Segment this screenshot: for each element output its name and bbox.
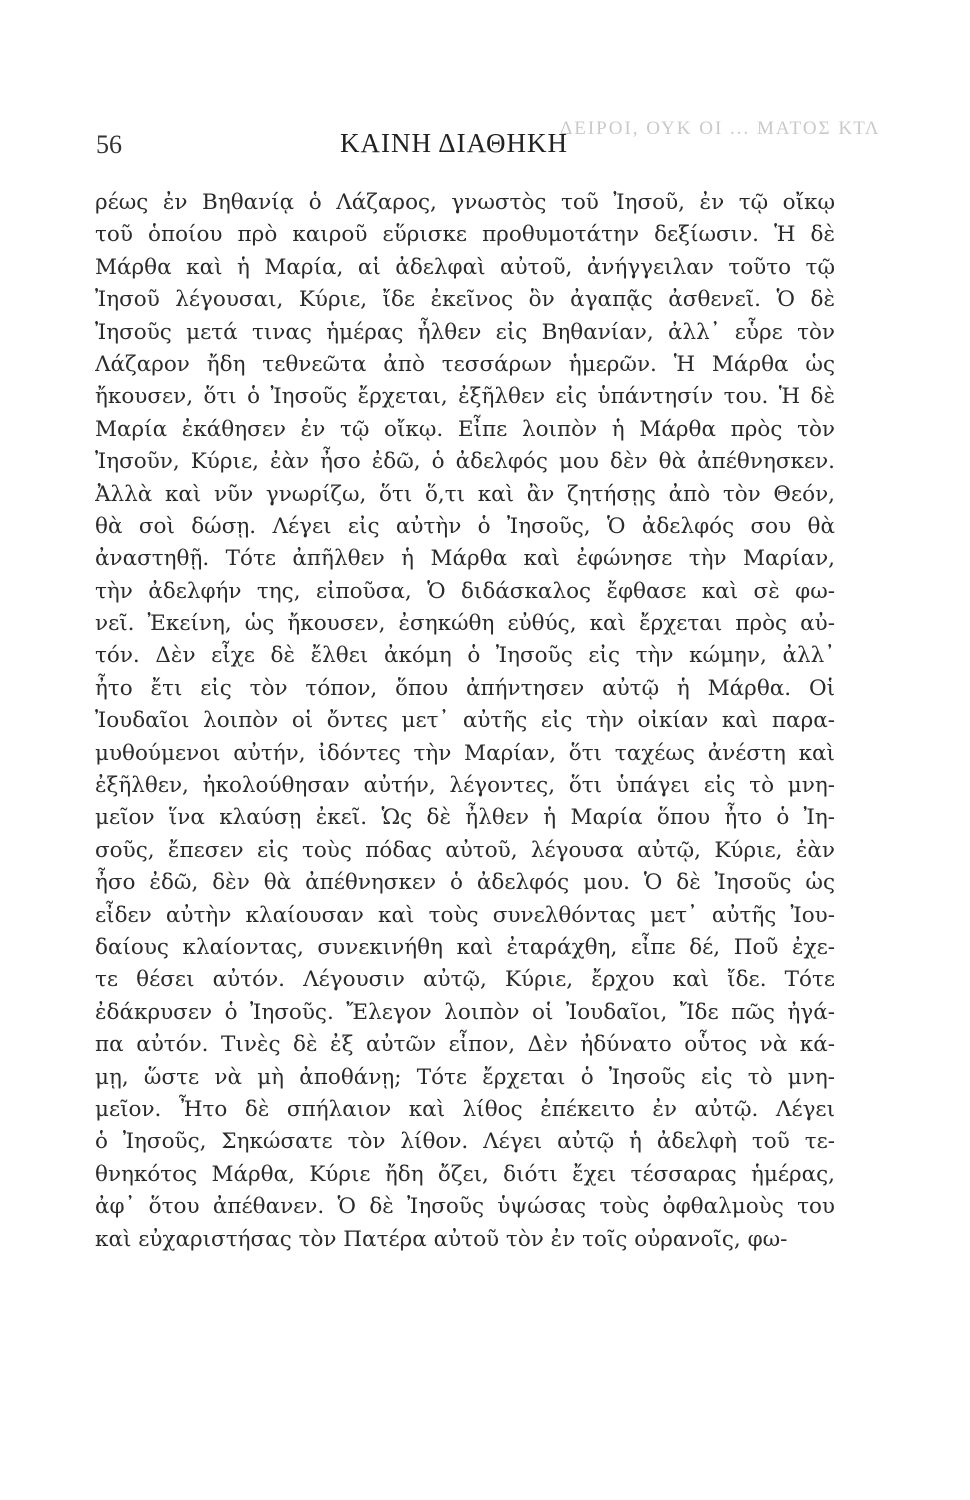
text-line: θνηκότος Μάρθα, Κύριε ἤδη ὄζει, διότι ἔχει τέσσαρας ἡμέρας, — [95, 1161, 835, 1187]
bleed-through-text: ΔΕΙΡΟΙ, ΟΥΚ ΟΙ ... ΜΑΤΟΣ ΚΤΛ — [560, 118, 881, 139]
running-head: ΚΑΙΝΗ ΔΙΑΘΗΚΗ — [340, 128, 568, 158]
text-line: τε θέσει αὐτόν. Λέγουσιν αὐτῷ, Κύριε, ἔρχου καὶ ἴδε. Τότε — [95, 967, 835, 993]
text-line: ἀναστηθῇ. Τότε ἀπῆλθεν ἡ Μάρθα καὶ ἐφώνησε τὴν Μαρίαν, — [95, 546, 835, 572]
text-line: Λάζαρον ἤδη τεθνεῶτα ἀπὸ τεσσάρων ἡμερῶν. Ἡ Μάρθα ὡς — [95, 351, 835, 377]
text-line: Ἀλλὰ καὶ νῦν γνωρίζω, ὅτι ὅ,τι καὶ ἂν ζητήσῃς ἀπὸ τὸν Θεόν, — [95, 481, 835, 507]
text-line: ἐξῆλθεν, ἠκολούθησαν αὐτήν, λέγοντες, ὅτι ὑπάγει εἰς τὸ μνη- — [95, 773, 835, 799]
text-line: μεῖον. Ἦτο δὲ σπήλαιον καὶ λίθος ἐπέκειτο ἐν αὐτῷ. Λέγει — [95, 1096, 835, 1122]
page-number: 56 — [96, 130, 122, 159]
text-line: Μαρία ἐκάθησεν ἐν τῷ οἴκῳ. Εἶπε λοιπὸν ἡ Μάρθα πρὸς τὸν — [95, 416, 835, 442]
text-line: ἦσο ἐδῶ, δὲν θὰ ἀπέθνησκεν ὁ ἀδελφός μου. Ὁ δὲ Ἰησοῦς ὡς — [95, 870, 835, 896]
text-line: σοῦς, ἔπεσεν εἰς τοὺς πόδας αὐτοῦ, λέγουσα αὐτῷ, Κύριε, ἐὰν — [95, 837, 835, 863]
text-line: τὴν ἀδελφήν της, εἰποῦσα, Ὁ διδάσκαλος ἔφθασε καὶ σὲ φω- — [95, 578, 835, 604]
text-line: θὰ σοὶ δώσῃ. Λέγει εἰς αὐτὴν ὁ Ἰησοῦς, Ὁ ἀδελφός σου θὰ — [95, 513, 835, 539]
text-line: ὁ Ἰησοῦς, Σηκώσατε τὸν λίθον. Λέγει αὐτῷ ἡ ἀδελφὴ τοῦ τε- — [95, 1129, 835, 1155]
text-line: Μάρθα καὶ ἡ Μαρία, αἱ ἀδελφαὶ αὐτοῦ, ἀνήγγειλαν τοῦτο τῷ — [95, 254, 835, 280]
text-line: ἀφ᾽ ὅτου ἀπέθανεν. Ὁ δὲ Ἰησοῦς ὑψώσας τοὺς ὀφθαλμοὺς του — [95, 1194, 835, 1220]
text-line: τόν. Δὲν εἶχε δὲ ἔλθει ἀκόμη ὁ Ἰησοῦς εἰς τὴν κώμην, ἀλλ᾽ — [95, 643, 835, 669]
text-line: Ἰησοῦ λέγουσαι, Κύριε, ἴδε ἐκεῖνος ὃν ἀγαπᾷς ἀσθενεῖ. Ὁ δὲ — [95, 287, 835, 313]
text-line: εἶδεν αὐτὴν κλαίουσαν καὶ τοὺς συνελθόντας μετ᾽ αὐτῆς Ἰου- — [95, 902, 835, 928]
text-line: δαίους κλαίοντας, συνεκινήθη καὶ ἐταράχθη, εἶπε δέ, Ποῦ ἐχε- — [95, 934, 835, 960]
text-line: ρέως ἐν Βηθανίᾳ ὁ Λάζαρος, γνωστὸς τοῦ Ἰησοῦ, ἐν τῷ οἴκῳ — [95, 190, 835, 215]
text-line: ἦτο ἔτι εἰς τὸν τόπον, ὅπου ἀπήντησεν αὐτῷ ἡ Μάρθα. Οἱ — [95, 675, 835, 701]
text-line: Ἰουδαῖοι λοιπὸν οἱ ὄντες μετ᾽ αὐτῆς εἰς τὴν οἰκίαν καὶ παρα- — [95, 708, 835, 734]
text-line: μῃ, ὥστε νὰ μὴ ἀποθάνῃ; Τότε ἔρχεται ὁ Ἰησοῦς εἰς τὸ μνη- — [95, 1064, 835, 1090]
text-line: πα αὐτόν. Τινὲς δὲ ἐξ αὐτῶν εἶπον, Δὲν ἠδύνατο οὗτος νὰ κά- — [95, 1032, 835, 1058]
text-line: Ἰησοῦς μετά τινας ἡμέρας ἦλθεν εἰς Βηθανίαν, ἀλλ᾽ εὗρε τὸν — [95, 319, 835, 345]
text-line: ἐδάκρυσεν ὁ Ἰησοῦς. Ἔλεγον λοιπὸν οἱ Ἰουδαῖοι, Ἴδε πῶς ἠγά- — [95, 999, 835, 1025]
text-line: Ἰησοῦν, Κύριε, ἐὰν ἦσο ἐδῶ, ὁ ἀδελφός μου δὲν θὰ ἀπέθνησκεν. — [95, 449, 835, 475]
text-line: μυθούμενοι αὐτήν, ἰδόντες τὴν Μαρίαν, ὅτι ταχέως ἀνέστη καὶ — [95, 740, 835, 766]
text-line: καὶ εὐχαριστήσας τὸν Πατέρα αὐτοῦ τὸν ἐν τοῖς οὐρανοῖς, φω- — [95, 1226, 788, 1252]
text-line: ἤκουσεν, ὅτι ὁ Ἰησοῦς ἔρχεται, ἐξῆλθεν εἰς ὑπάντησίν του. Ἡ δὲ — [95, 384, 835, 410]
text-line: τοῦ ὁποίου πρὸ καιροῦ εὕρισκε προθυμοτάτην δεξίωσιν. Ἡ δὲ — [95, 222, 835, 248]
text-line: νεῖ. Ἐκείνη, ὡς ἤκουσεν, ἐσηκώθη εὐθύς, καὶ ἔρχεται πρὸς αὐ- — [95, 611, 835, 637]
body-text — [95, 187, 835, 1256]
text-line: μεῖον ἵνα κλαύσῃ ἐκεῖ. Ὡς δὲ ἦλθεν ἡ Μαρία ὅπου ἦτο ὁ Ἰη- — [95, 805, 835, 831]
